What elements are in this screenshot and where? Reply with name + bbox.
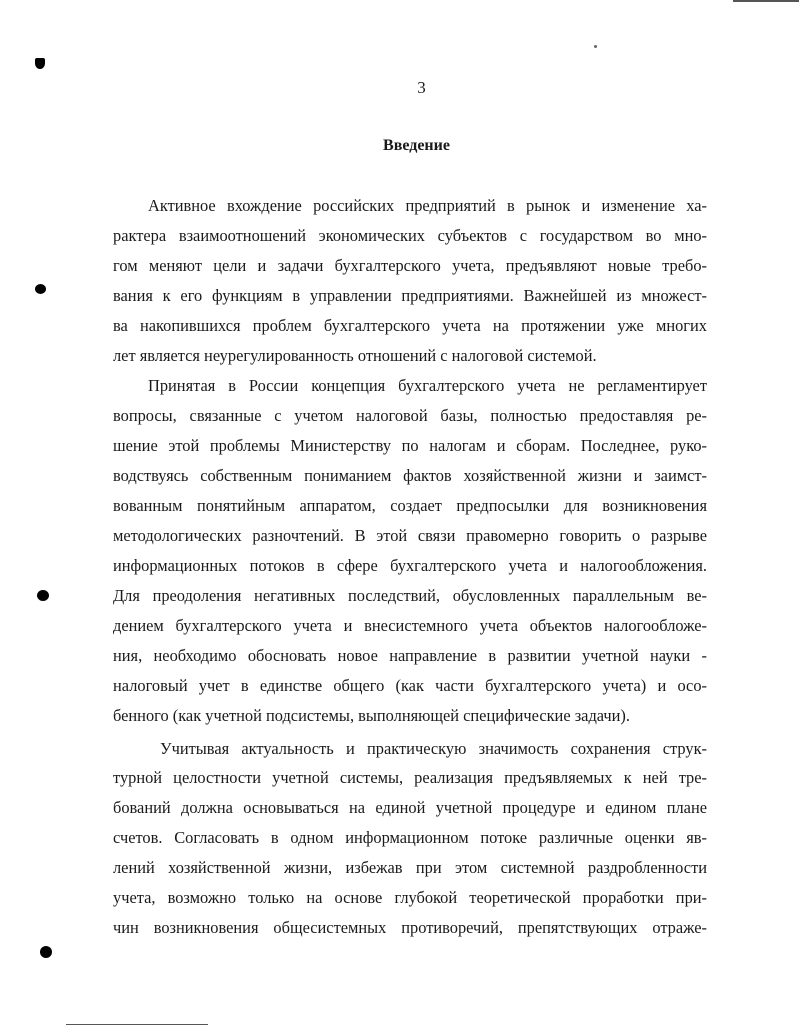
text-line: бований должна основываться на единой учетной процедуре и едином плане (113, 798, 707, 817)
punch-hole-mark-1 (35, 284, 46, 294)
text-line: Принятая в России концепция бухгалтерского учета не регламентирует (148, 376, 707, 395)
page-number: 3 (417, 78, 426, 97)
text-line: методологических разночтений. В этой связи правомерно говорить о разрыве (113, 526, 707, 545)
scan-edge-bottom (66, 1024, 208, 1025)
text-line: лет является неурегулированность отношений с налоговой системой. (113, 346, 597, 365)
text-line: чин возникновения общесистемных противоречий, препятствующих отраже- (113, 918, 707, 937)
punch-hole-mark-2 (37, 590, 49, 601)
scan-edge-top-right (733, 0, 799, 2)
text-line: бенного (как учетной подсистемы, выполняющей специфические задачи). (113, 706, 630, 725)
text-line: Учитывая актуальность и практическую значимость сохранения струк- (160, 739, 707, 758)
text-line: дением бухгалтерского учета и внесистемного учета объектов налогообложе- (113, 616, 707, 635)
text-line: гом меняют цели и задачи бухгалтерского учета, предъявляют новые требо- (113, 256, 707, 275)
text-line: шение этой проблемы Министерству по налогам и сборам. Последнее, руко- (113, 436, 707, 455)
text-line: водствуясь собственным пониманием фактов хозяйственной жизни и заимст- (113, 466, 707, 485)
text-line: информационных потоков в сфере бухгалтерского учета и налогообложения. (113, 556, 707, 575)
punch-hole-mark-3 (40, 946, 52, 958)
text-line: счетов. Согласовать в одном информационном потоке различные оценки яв- (113, 828, 707, 847)
text-line: вопросы, связанные с учетом налоговой базы, полностью предоставляя ре- (113, 406, 707, 425)
text-line: турной целостности учетной системы, реализация предъявляемых к ней тре- (113, 768, 707, 787)
scan-mark-top-left (35, 58, 45, 69)
text-line: Активное вхождение российских предприятий в рынок и изменение ха- (148, 196, 707, 215)
text-line: вованным понятийным аппаратом, создает предпосылки для возникновения (113, 496, 707, 515)
text-line: ва накопившихся проблем бухгалтерского учета на протяжении уже многих (113, 316, 707, 335)
text-line: рактера взаимоотношений экономических субъектов с государством во мно- (113, 226, 707, 245)
text-line: Для преодоления негативных последствий, обусловленных параллельным ве- (113, 586, 707, 605)
section-title: Введение (383, 137, 450, 154)
text-line: налоговый учет в единстве общего (как части бухгалтерского учета) и осо- (113, 676, 707, 695)
speck-top (594, 45, 597, 48)
text-line: лений хозяйственной жизни, избежав при этом системной раздробленности (113, 858, 707, 877)
text-line: ния, необходимо обосновать новое направление в развитии учетной науки - (113, 646, 707, 665)
text-line: учета, возможно только на основе глубокой теоретической проработки при- (113, 888, 707, 907)
text-line: вания к его функциям в управлении предприятиями. Важнейшей из множест- (113, 286, 707, 305)
